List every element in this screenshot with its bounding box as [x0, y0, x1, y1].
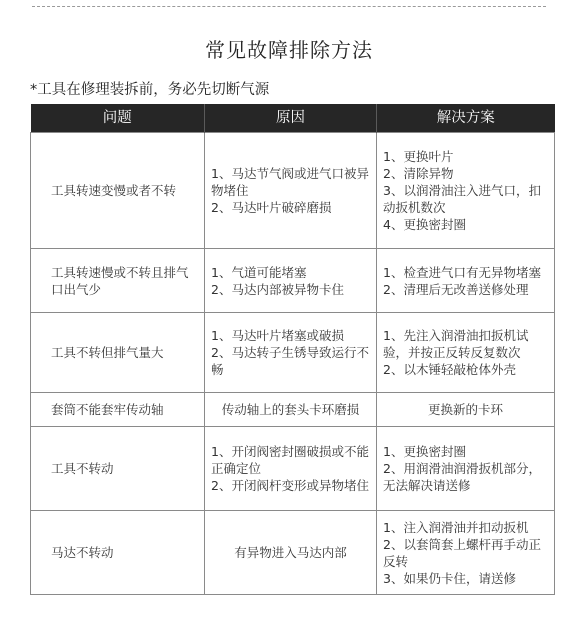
cause-line: 2、开闭阀杆变形或异物堵住 — [211, 478, 369, 493]
cause-line: 1、马达节气阀或进气口被异物堵住 — [211, 166, 369, 198]
issue-cell: 套筒不能套牢传动轴 — [31, 393, 205, 427]
cause-line: 有异物进入马达内部 — [234, 545, 347, 560]
cause-cell — [205, 511, 377, 595]
solution-line: 1、注入润滑油并扣动扳机 — [383, 519, 529, 535]
cause-cell — [205, 393, 377, 427]
cause-cell — [205, 133, 377, 249]
cause-line: 2、马达内部被异物卡住 — [211, 281, 344, 297]
table-row — [31, 511, 555, 595]
solution-line: 1、更换叶片 — [383, 149, 454, 164]
solution-cell — [377, 249, 555, 313]
issue-cell: 工具不转但排气量大 — [31, 313, 205, 393]
issue-cell: 工具不转动 — [31, 427, 205, 511]
cause-line: 2、马达叶片破碎磨损 — [211, 200, 332, 215]
page-title: 常见故障排除方法 — [205, 38, 373, 62]
solution-cell — [377, 133, 555, 249]
table-row — [31, 249, 555, 313]
issue-cell: 马达不转动 — [31, 511, 205, 595]
header-cause: 原因 — [205, 104, 377, 133]
cause-cell — [205, 249, 377, 313]
solution-cell — [377, 511, 555, 595]
cause-line: 1、气道可能堵塞 — [211, 264, 307, 280]
header-issue: 问题 — [31, 104, 205, 133]
table-row — [31, 427, 555, 511]
solution-line: 4、更换密封圈 — [383, 217, 466, 232]
cause-line: 传动轴上的套头卡环磨损 — [221, 402, 360, 417]
safety-note: *工具在修理装拆前，务必先切断气源 — [30, 82, 270, 98]
solution-line: 2、以套筒套上螺杆再手动正反转 — [383, 536, 541, 569]
solution-cell — [377, 427, 555, 511]
table-row — [31, 393, 555, 427]
solution-cell — [377, 313, 555, 393]
solution-line: 3、以润滑油注入进气口，扣动扳机数次 — [383, 183, 541, 215]
dashed-divider — [32, 6, 546, 7]
solution-line: 2、以木锤轻敲枪体外壳 — [383, 362, 516, 377]
table-header-row — [31, 104, 555, 133]
cause-line: 1、开闭阀密封圈破损或不能正确定位 — [211, 444, 369, 476]
table-row — [31, 313, 555, 393]
table-row — [31, 133, 555, 249]
solution-line: 2、清除异物 — [383, 166, 454, 181]
cause-line: 2、马达转子生锈导致运行不畅 — [211, 345, 369, 377]
cause-line: 1、马达叶片堵塞或破损 — [211, 328, 344, 343]
cause-cell — [205, 313, 377, 393]
solution-line: 更换新的卡环 — [427, 402, 503, 417]
issue-cell: 工具转速慢或不转且排气口出气少 — [31, 249, 205, 313]
troubleshooting-table — [30, 104, 555, 595]
solution-line: 1、先注入润滑油扣扳机试验，并按正反转反复数次 — [383, 328, 529, 360]
solution-cell — [377, 393, 555, 427]
solution-line: 2、清理后无改善送修处理 — [383, 281, 529, 297]
issue-cell: 工具转速变慢或者不转 — [31, 133, 205, 249]
solution-line: 2、用润滑油润滑扳机部分，无法解决请送修 — [383, 461, 541, 493]
solution-line: 3、如果仍卡住，请送修 — [383, 570, 516, 586]
solution-line: 1、检查进气口有无异物堵塞 — [383, 264, 541, 280]
cause-cell — [205, 427, 377, 511]
solution-line: 1、更换密封圈 — [383, 444, 466, 459]
header-solution: 解决方案 — [377, 104, 555, 133]
